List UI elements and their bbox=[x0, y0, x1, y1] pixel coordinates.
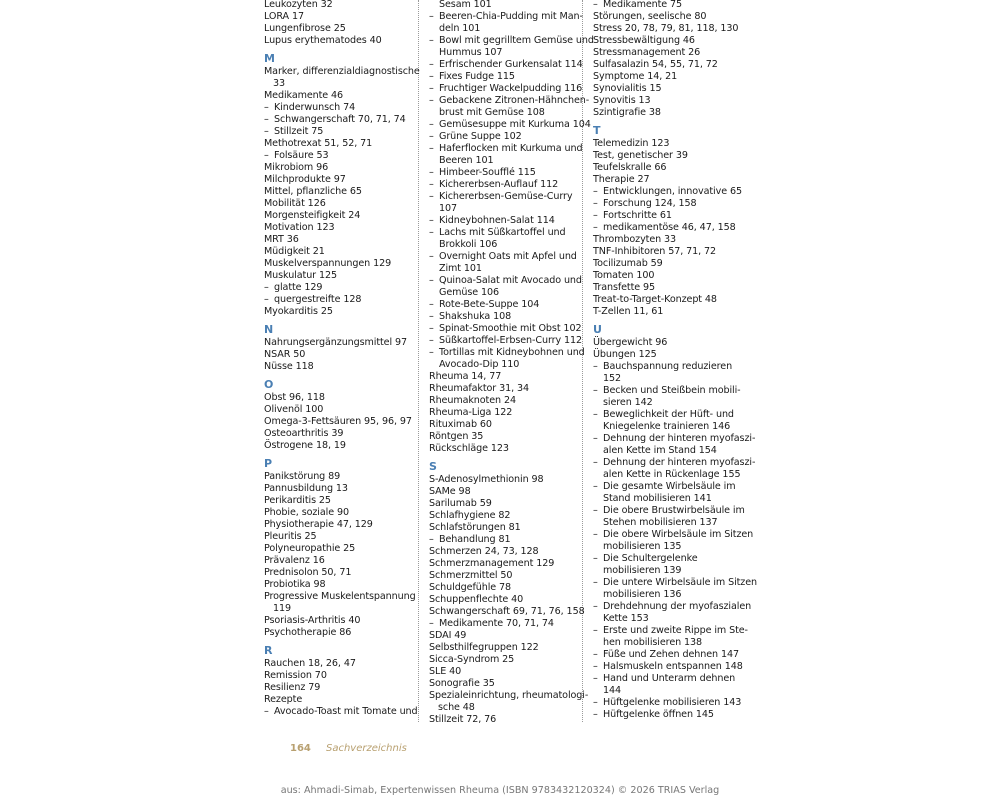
index-entry: Osteoarthritis 39 bbox=[264, 428, 344, 439]
index-subentry: – Bowl mit gegrilltem Gemüse und bbox=[429, 35, 594, 46]
index-entry: Rheuma 14, 77 bbox=[429, 371, 502, 382]
index-entry: Test, genetischer 39 bbox=[593, 150, 688, 161]
index-entry: SAMe 98 bbox=[429, 486, 471, 497]
index-entry: Leukozyten 32 bbox=[264, 0, 333, 10]
index-entry: Tomaten 100 bbox=[593, 270, 655, 281]
index-entry: Muskelverspannungen 129 bbox=[264, 258, 392, 269]
index-entry: Therapie 27 bbox=[593, 174, 650, 185]
index-subentry: – Spinat-Smoothie mit Obst 102 bbox=[429, 323, 582, 334]
index-subentry: – Becken und Steißbein mobili- bbox=[593, 385, 741, 396]
index-entry: NSAR 50 bbox=[264, 349, 306, 360]
index-entry: Rheuma-Liga 122 bbox=[429, 407, 513, 418]
index-entry: Physiotherapie 47, 129 bbox=[264, 519, 373, 530]
index-entry: Schlafhygiene 82 bbox=[429, 510, 511, 521]
index-subentry: – medikamentöse 46, 47, 158 bbox=[593, 222, 736, 233]
index-subentry: deln 101 bbox=[439, 23, 481, 34]
index-subentry: – Kinderwunsch 74 bbox=[264, 102, 356, 113]
index-entry: Rezepte bbox=[264, 694, 303, 705]
index-subentry: – Fruchtiger Wackelpudding 116 bbox=[429, 83, 583, 94]
index-entry: Remission 70 bbox=[264, 670, 327, 681]
index-subentry: – Hand und Unterarm dehnen bbox=[593, 673, 736, 684]
index-entry: Prävalenz 16 bbox=[264, 555, 325, 566]
index-subentry: Kette 153 bbox=[603, 613, 649, 624]
index-subentry: – Erfrischender Gurkensalat 114 bbox=[429, 59, 583, 70]
index-entry: Prednisolon 50, 71 bbox=[264, 567, 352, 578]
index-column-2 bbox=[429, 0, 594, 726]
index-entry: Pleuritis 25 bbox=[264, 531, 317, 542]
index-subentry: – Rote-Bete-Suppe 104 bbox=[429, 299, 540, 310]
index-entry: SDAI 49 bbox=[429, 630, 467, 641]
index-entry: Müdigkeit 21 bbox=[264, 246, 325, 257]
index-subentry: – Dehnung der hinteren myofaszi- bbox=[593, 433, 756, 444]
index-entry: MRT 36 bbox=[264, 234, 299, 245]
index-entry: Olivenöl 100 bbox=[264, 404, 324, 415]
index-subentry: – Folsäure 53 bbox=[264, 150, 329, 161]
index-entry: Stressbewältigung 46 bbox=[593, 35, 695, 46]
index-entry: Szintigrafie 38 bbox=[593, 107, 661, 118]
index-entry: Stress 20, 78, 79, 81, 118, 130 bbox=[593, 23, 739, 34]
index-entry: Schmerzmittel 50 bbox=[429, 570, 513, 581]
index-subentry: 107 bbox=[439, 203, 458, 214]
index-subentry: – Die obere Wirbelsäule im Sitzen bbox=[593, 529, 754, 540]
index-subentry: – Forschung 124, 158 bbox=[593, 198, 697, 209]
index-subentry: – Kichererbsen-Auflauf 112 bbox=[429, 179, 559, 190]
index-entry: Omega-3-Fettsäuren 95, 96, 97 bbox=[264, 416, 412, 427]
index-subentry: mobilisieren 139 bbox=[603, 565, 682, 576]
index-entry: Phobie, soziale 90 bbox=[264, 507, 349, 518]
index-subentry: – Bauchspannung reduzieren bbox=[593, 361, 733, 372]
index-entry: Übungen 125 bbox=[593, 349, 657, 360]
index-subentry: – Die obere Brustwirbelsäule im bbox=[593, 505, 745, 516]
index-entry: Treat-to-Target-Konzept 48 bbox=[593, 294, 717, 305]
index-entry: Synovitis 13 bbox=[593, 95, 651, 106]
index-entry: T-Zellen 11, 61 bbox=[593, 306, 664, 317]
index-entry: Stressmanagement 26 bbox=[593, 47, 701, 58]
index-subentry: Avocado-Dip 110 bbox=[439, 359, 520, 370]
index-subentry: – Hüftgelenke öffnen 145 bbox=[593, 709, 714, 720]
index-entry: Transfette 95 bbox=[593, 282, 656, 293]
index-subentry: Stand mobilisieren 141 bbox=[603, 493, 712, 504]
index-subentry: – Medikamente 70, 71, 74 bbox=[429, 618, 554, 629]
index-subentry: sieren 142 bbox=[603, 397, 653, 408]
index-subentry: Zimt 101 bbox=[439, 263, 482, 274]
index-entry: Nüsse 118 bbox=[264, 361, 314, 372]
index-subentry: – Schwangerschaft 70, 71, 74 bbox=[264, 114, 406, 125]
index-column-1 bbox=[264, 0, 420, 718]
index-entry: Thrombozyten 33 bbox=[593, 234, 677, 245]
index-entry: Schmerzmanagement 129 bbox=[429, 558, 555, 569]
index-subentry: – Overnight Oats mit Apfel und bbox=[429, 251, 577, 262]
page-section-title: Sachverzeichnis bbox=[326, 743, 407, 754]
index-subentry: – Beweglichkeit der Hüft- und bbox=[593, 409, 734, 420]
index-subentry: 152 bbox=[603, 373, 622, 384]
index-subentry: – Dehnung der hinteren myofaszi- bbox=[593, 457, 756, 468]
index-subentry: – Beeren-Chia-Pudding mit Man- bbox=[429, 11, 583, 22]
index-entry: Morgensteifigkeit 24 bbox=[264, 210, 361, 221]
index-entry: Probiotika 98 bbox=[264, 579, 326, 590]
index-entry: Psychotherapie 86 bbox=[264, 627, 352, 638]
index-entry: Schmerzen 24, 73, 128 bbox=[429, 546, 539, 557]
index-entry: Psoriasis-Arthritis 40 bbox=[264, 615, 361, 626]
index-subentry: – Avocado-Toast mit Tomate und bbox=[264, 706, 418, 717]
index-entry: Mittel, pflanzliche 65 bbox=[264, 186, 362, 197]
index-subentry: – Lachs mit Süßkartoffel und bbox=[429, 227, 566, 238]
index-subentry: mobilisieren 135 bbox=[603, 541, 682, 552]
index-subentry: – Kichererbsen-Gemüse-Curry bbox=[429, 191, 573, 202]
index-subentry: – Die untere Wirbelsäule im Sitzen bbox=[593, 577, 758, 588]
index-subentry: – Quinoa-Salat mit Avocado und bbox=[429, 275, 582, 286]
index-subentry: – Grüne Suppe 102 bbox=[429, 131, 522, 142]
index-entry: Schwangerschaft 69, 71, 76, 158 bbox=[429, 606, 585, 617]
index-entry: Tocilizumab 59 bbox=[593, 258, 663, 269]
index-subentry: Stehen mobilisieren 137 bbox=[603, 517, 718, 528]
index-subentry: – Tortillas mit Kidneybohnen und bbox=[429, 347, 585, 358]
index-entry: Obst 96, 118 bbox=[264, 392, 325, 403]
index-letter-heading: U bbox=[593, 323, 602, 336]
index-subentry: – Gemüsesuppe mit Kurkuma 104 bbox=[429, 119, 591, 130]
index-entry: Störungen, seelische 80 bbox=[593, 11, 707, 22]
index-entry: Sonografie 35 bbox=[429, 678, 495, 689]
index-entry: Motivation 123 bbox=[264, 222, 335, 233]
index-subentry: – Stillzeit 75 bbox=[264, 126, 324, 137]
index-subentry: mobilisieren 136 bbox=[603, 589, 682, 600]
index-entry: Synovialitis 15 bbox=[593, 83, 662, 94]
index-subentry: Brokkoli 106 bbox=[439, 239, 498, 250]
index-letter-heading: R bbox=[264, 644, 273, 657]
page-number: 164 bbox=[290, 743, 311, 754]
index-entry: Perikarditis 25 bbox=[264, 495, 331, 506]
index-subentry: – Medikamente 75 bbox=[593, 0, 683, 10]
index-entry: Mikrobiom 96 bbox=[264, 162, 329, 173]
index-subentry: – Fortschritte 61 bbox=[593, 210, 672, 221]
index-entry: Sicca-Syndrom 25 bbox=[429, 654, 515, 665]
index-subentry: – Shakshuka 108 bbox=[429, 311, 512, 322]
index-subentry: alen Kette im Stand 154 bbox=[603, 445, 717, 456]
index-letter-heading: O bbox=[264, 378, 274, 391]
index-entry: Schuldgefühle 78 bbox=[429, 582, 512, 593]
index-entry: Lungenfibrose 25 bbox=[264, 23, 346, 34]
index-entry: Symptome 14, 21 bbox=[593, 71, 678, 82]
index-subentry: Gemüse 106 bbox=[439, 287, 500, 298]
index-subentry: brust mit Gemüse 108 bbox=[439, 107, 545, 118]
index-entry: Stillzeit 72, 76 bbox=[429, 714, 497, 725]
index-entry: Schlafstörungen 81 bbox=[429, 522, 521, 533]
index-letter-heading: M bbox=[264, 52, 275, 65]
index-entry: Mobilität 126 bbox=[264, 198, 326, 209]
index-letter-heading: P bbox=[264, 457, 273, 470]
source-citation: aus: Ahmadi-Simab, Expertenwissen Rheuma (ISBN 9783432120324) © 2026 TRIAS Verlag bbox=[280, 785, 720, 796]
index-entry: Sulfasalazin 54, 55, 71, 72 bbox=[593, 59, 718, 70]
index-entry: Myokarditis 25 bbox=[264, 306, 333, 317]
index-subentry: – Fixes Fudge 115 bbox=[429, 71, 515, 82]
index-letter-heading: T bbox=[593, 124, 601, 137]
index-entry: Rituximab 60 bbox=[429, 419, 492, 430]
index-subentry: Beeren 101 bbox=[439, 155, 494, 166]
index-entry: Schuppenflechte 40 bbox=[429, 594, 524, 605]
index-entry: Nahrungsergänzungsmittel 97 bbox=[264, 337, 408, 348]
index-entry: sche 48 bbox=[438, 702, 475, 713]
index-entry: Medikamente 46 bbox=[264, 90, 344, 101]
index-entry: Rauchen 18, 26, 47 bbox=[264, 658, 356, 669]
index-entry: Selbsthilfegruppen 122 bbox=[429, 642, 539, 653]
index-subentry: – Erste und zweite Rippe im Ste- bbox=[593, 625, 748, 636]
index-subentry: Sesam 101 bbox=[439, 0, 492, 10]
index-subentry: – glatte 129 bbox=[264, 282, 323, 293]
index-entry: Panikstörung 89 bbox=[264, 471, 341, 482]
index-subentry: – Kidneybohnen-Salat 114 bbox=[429, 215, 555, 226]
index-entry: Rheumaknoten 24 bbox=[429, 395, 516, 406]
index-subentry: – Halsmuskeln entspannen 148 bbox=[593, 661, 743, 672]
index-entry: Östrogene 18, 19 bbox=[264, 440, 346, 451]
index-entry: Rückschläge 123 bbox=[429, 443, 509, 454]
index-entry: Pannusbildung 13 bbox=[264, 483, 348, 494]
index-subentry: – Süßkartoffel-Erbsen-Curry 112 bbox=[429, 335, 583, 346]
index-letter-heading: S bbox=[429, 460, 437, 473]
index-subentry: – Entwicklungen, innovative 65 bbox=[593, 186, 742, 197]
index-subentry: – Drehdehnung der myofaszialen bbox=[593, 601, 752, 612]
index-subentry: – Füße und Zehen dehnen 147 bbox=[593, 649, 739, 660]
column-separator bbox=[418, 0, 419, 722]
index-entry: LORA 17 bbox=[264, 11, 304, 22]
index-entry: 119 bbox=[273, 603, 292, 614]
index-entry: Teufelskralle 66 bbox=[593, 162, 667, 173]
index-entry: Milchprodukte 97 bbox=[264, 174, 346, 185]
index-entry: Muskulatur 125 bbox=[264, 270, 337, 281]
index-entry: 33 bbox=[273, 78, 286, 89]
index-subentry: Hummus 107 bbox=[439, 47, 503, 58]
index-subentry: – Behandlung 81 bbox=[429, 534, 511, 545]
index-subentry: – Hüftgelenke mobilisieren 143 bbox=[593, 697, 742, 708]
index-entry: S-Adenosylmethionin 98 bbox=[429, 474, 544, 485]
index-entry: Marker, differenzialdiagnostische bbox=[264, 66, 420, 77]
index-entry: Sarilumab 59 bbox=[429, 498, 492, 509]
index-entry: Lupus erythematodes 40 bbox=[264, 35, 382, 46]
index-letter-heading: N bbox=[264, 323, 274, 336]
index-entry: Röntgen 35 bbox=[429, 431, 484, 442]
index-entry: Polyneuropathie 25 bbox=[264, 543, 356, 554]
index-subentry: hen mobilisieren 138 bbox=[603, 637, 703, 648]
index-entry: TNF-Inhibitoren 57, 71, 72 bbox=[593, 246, 717, 257]
index-subentry: – Die Schultergelenke bbox=[593, 553, 698, 564]
index-subentry: – Gebackene Zitronen-Hähnchen- bbox=[429, 95, 590, 106]
index-entry: Telemedizin 123 bbox=[593, 138, 670, 149]
index-entry: Methotrexat 51, 52, 71 bbox=[264, 138, 373, 149]
index-entry: Spezialeinrichtung, rheumatologi- bbox=[429, 690, 589, 701]
index-subentry: – Die gesamte Wirbelsäule im bbox=[593, 481, 736, 492]
index-entry: Resilienz 79 bbox=[264, 682, 321, 693]
index-column-3 bbox=[593, 0, 758, 721]
index-entry: Übergewicht 96 bbox=[593, 337, 668, 348]
index-entry: Progressive Muskelentspannung bbox=[264, 591, 416, 602]
index-subentry: alen Kette in Rückenlage 155 bbox=[603, 469, 741, 480]
index-subentry: 144 bbox=[603, 685, 622, 696]
index-entry: SLE 40 bbox=[429, 666, 462, 677]
index-entry: Rheumafaktor 31, 34 bbox=[429, 383, 530, 394]
index-subentry: – quergestreifte 128 bbox=[264, 294, 362, 305]
index-subentry: – Haferflocken mit Kurkuma und bbox=[429, 143, 583, 154]
index-subentry: Kniegelenke trainieren 146 bbox=[603, 421, 731, 432]
index-subentry: – Himbeer-Soufflé 115 bbox=[429, 167, 536, 178]
